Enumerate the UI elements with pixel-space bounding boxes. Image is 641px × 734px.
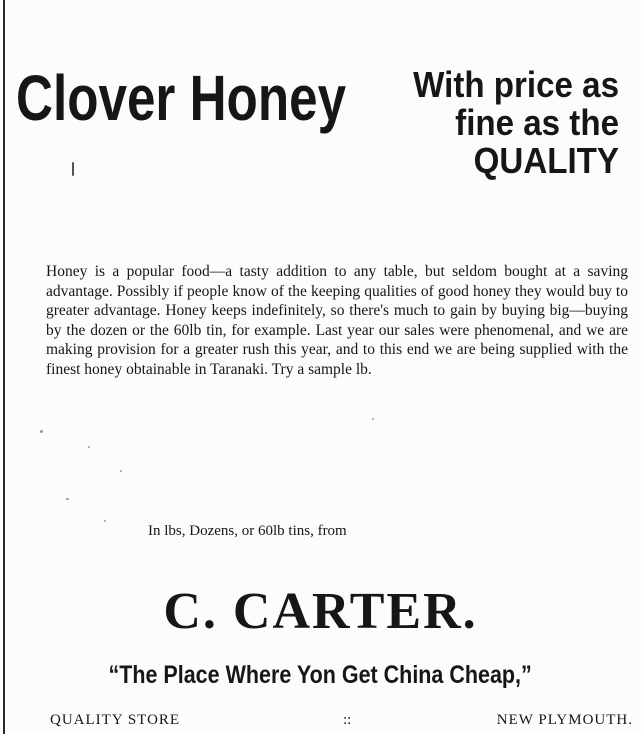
advert-tagline: [379, 66, 619, 180]
print-speck: [120, 470, 122, 472]
availability-note: In lbs, Dozens, or 60lb tins, from: [148, 523, 347, 539]
footer-location: NEW PLYMOUTH.: [496, 712, 633, 728]
print-speck: [372, 418, 374, 420]
print-speck: [88, 446, 90, 448]
footer-separator: ::: [343, 712, 352, 728]
advert-headline: Clover Honey: [16, 62, 347, 134]
footer-store-name: QUALITY STORE: [50, 712, 181, 728]
store-slogan: [0, 659, 641, 691]
print-speck: [66, 498, 69, 500]
tagline-line: QUALITY: [473, 140, 619, 181]
advert-body: Honey is a popular food—a tasty addition to any table, but seldom bought at a saving advantage. Possibly if people know of the keeping qualities of good honey they would buy to greater advantage. Honey keeps indefinitely, so there's much to gain by buying big—buying by the dozen or the 60lb tin, for example. Last year our sales were phenomenal, and we are making provision for a greater rush this year, and to this end we are being supplied with the finest honey obtainable in Taranaki. Try a sample lb.: [46, 263, 628, 378]
tagline-line: With price as: [413, 64, 619, 105]
print-speck: [72, 162, 74, 176]
slogan-text: “The Place Where Yon Get China Cheap,”: [108, 661, 533, 689]
merchant-name: C. CARTER.: [163, 583, 478, 640]
tagline-line: fine as the: [455, 102, 619, 143]
print-speck: [40, 430, 43, 433]
print-speck: [104, 520, 106, 522]
